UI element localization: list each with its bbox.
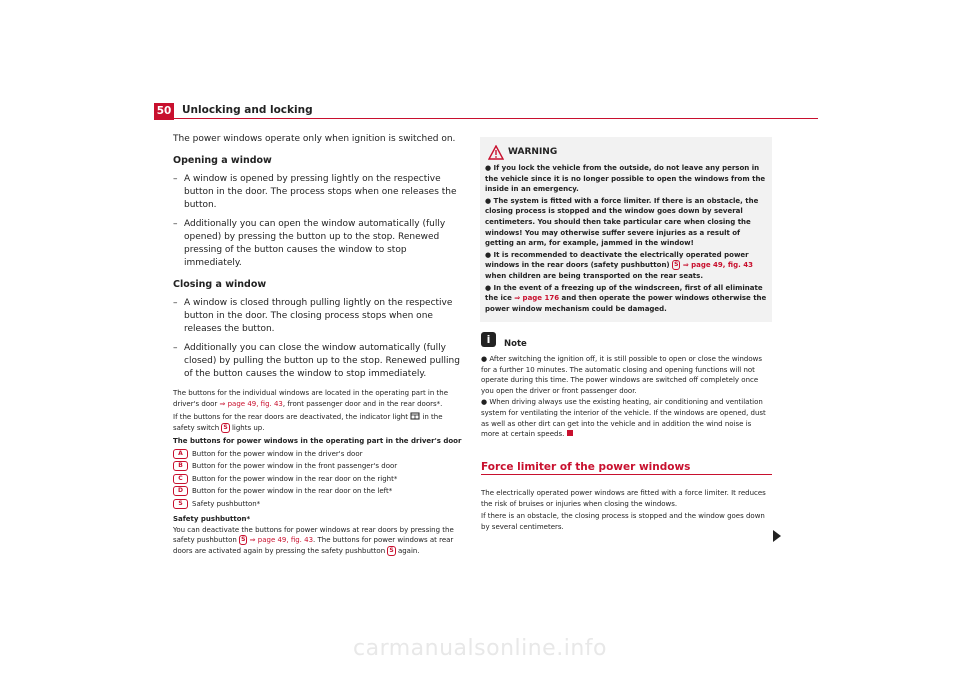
note-icon: i [481, 332, 496, 347]
section-text: The electrically operated power windows are fitted with a force limiter. It reduces the risk of bruises or injuries when closing the windows. If there is an obstacle, the closing process is stopped and the window goes down by several centimeters. [481, 489, 766, 531]
intro-text: The power windows operate only when ignition is switched on. [173, 134, 456, 144]
note-item: ● After switching the ignition off, it is still possible to open or close the windows for a further 10 minutes. The automatic closing and opening functions will not operate during this time. The power windows are switched off completely once you open the driver or front passenger door. [481, 355, 763, 395]
safety-pushbutton-badge: S [389, 546, 394, 554]
legend-item: D Button for the power window in the rear door on the left* [173, 486, 463, 497]
warning-box [480, 137, 772, 322]
note-item: ● When driving always use the existing heating, air conditioning and ventilation system for ventilating the interior of the vehicle. If the windows are opened, dust as well as other dirt can get into the vehicle and in addition the wind noise is more at certain speeds. [481, 398, 766, 439]
child-lock-indicator-icon [410, 412, 420, 420]
list-item: – Additionally you can close the window automatically (fully closed) by pulling the button up to the stop. Renewed pulling of the button causes the window to stop immediately. [173, 343, 460, 379]
buttons-location-text: The buttons for the individual windows are located in the operating part in the driver's door ⇒ page 49, fig. 43, front passenger door and in the rear doors*. [173, 389, 449, 408]
list-item: – A window is closed through pulling lightly on the respective button in the door. The closing process stops when one releases the button. [173, 298, 453, 334]
list-item: – Additionally you can open the window automatically (fully opened) by pressing the button up to the stop. Renewed pressing of the button causes the window to stop immediately. [173, 219, 446, 268]
warning-item: ● If you lock the vehicle from the outside, do not leave any person in the vehicle since it is no longer possible to open the windows from the inside in an emergency. [485, 164, 766, 194]
warning-text [485, 163, 769, 315]
legend-badge: A [173, 449, 188, 459]
legend-item: S Safety pushbutton* [173, 499, 463, 510]
note-label: Note [504, 339, 527, 349]
legend-badge: C [173, 474, 188, 484]
opening-heading: Opening a window [173, 155, 272, 166]
watermark: carmanualsonline.info [353, 636, 607, 661]
safety-heading: Safety pushbutton* [173, 515, 251, 523]
end-marker-icon [567, 430, 573, 436]
page-reference-link[interactable]: ⇒ page 49, fig. 43 [682, 261, 753, 270]
continue-arrow-icon [773, 530, 781, 542]
page-number: 50 [154, 103, 174, 120]
legend-badge: S [173, 499, 188, 509]
indicator-text: If the buttons for the rear doors are deactivated, the indicator light in the safety switch S lights up. [173, 413, 443, 432]
safety-pushbutton-badge: S [223, 423, 228, 431]
legend-item: C Button for the power window in the rear door on the right* [173, 474, 463, 485]
header-rule [174, 118, 818, 119]
warning-item: ● The system is fitted with a force limiter. If there is an obstacle, the closing process is stopped and the window goes down by several centimeters. You should then take particular care when closing the windows! You may otherwise suffer severe injuries as a result of getting an arm, for example, jammed in the window! [485, 196, 759, 248]
page-reference-link[interactable]: ⇒ page 49, fig. 43 [249, 536, 314, 544]
left-column [173, 133, 463, 556]
legend-item: B Button for the power window in the front passenger's door [173, 461, 463, 472]
buttons-heading: The buttons for power windows in the operating part in the driver's door [173, 437, 462, 445]
warning-label: WARNING [508, 147, 558, 157]
page-reference-link[interactable]: ⇒ page 176 [514, 294, 560, 303]
list-item: – A window is opened by pressing lightly on the respective button in the door. The process stops when one releases the button. [173, 174, 457, 210]
safety-pushbutton-badge: S [241, 536, 246, 543]
warning-header [480, 145, 772, 163]
warning-item: ● In the event of a freezing up of the windscreen, first of all eliminate the ice ⇒ page 176 and then operate the power windows otherwise the power window mechanism could be damaged. [485, 283, 767, 313]
page-reference-link[interactable]: ⇒ page 49, fig. 43 [219, 399, 283, 408]
page-title: Unlocking and locking [182, 104, 313, 116]
warning-item: ● It is recommended to deactivate the electrically operated power windows in the rear doors (safety pushbutton) S ⇒ page 49, fig. 43 when children are being transported on the rear seats. [485, 250, 753, 280]
note-text [481, 354, 771, 441]
safety-pushbutton-badge: S [674, 261, 679, 269]
legend-badge: D [173, 486, 188, 496]
legend-item: A Button for the power window in the driver's door [173, 449, 463, 460]
section-rule [481, 474, 772, 475]
legend-badge: B [173, 461, 188, 471]
safety-text: You can deactivate the buttons for power windows at rear doors by pressing the safety pushbutton S ⇒ page 49, fig. 43. The buttons for power windows at rear doors are activated again by pressing the safety pushbutton S again. [173, 525, 454, 555]
closing-heading: Closing a window [173, 279, 267, 290]
section-title: Force limiter of the power windows [481, 461, 691, 473]
warning-triangle-icon [488, 145, 504, 160]
